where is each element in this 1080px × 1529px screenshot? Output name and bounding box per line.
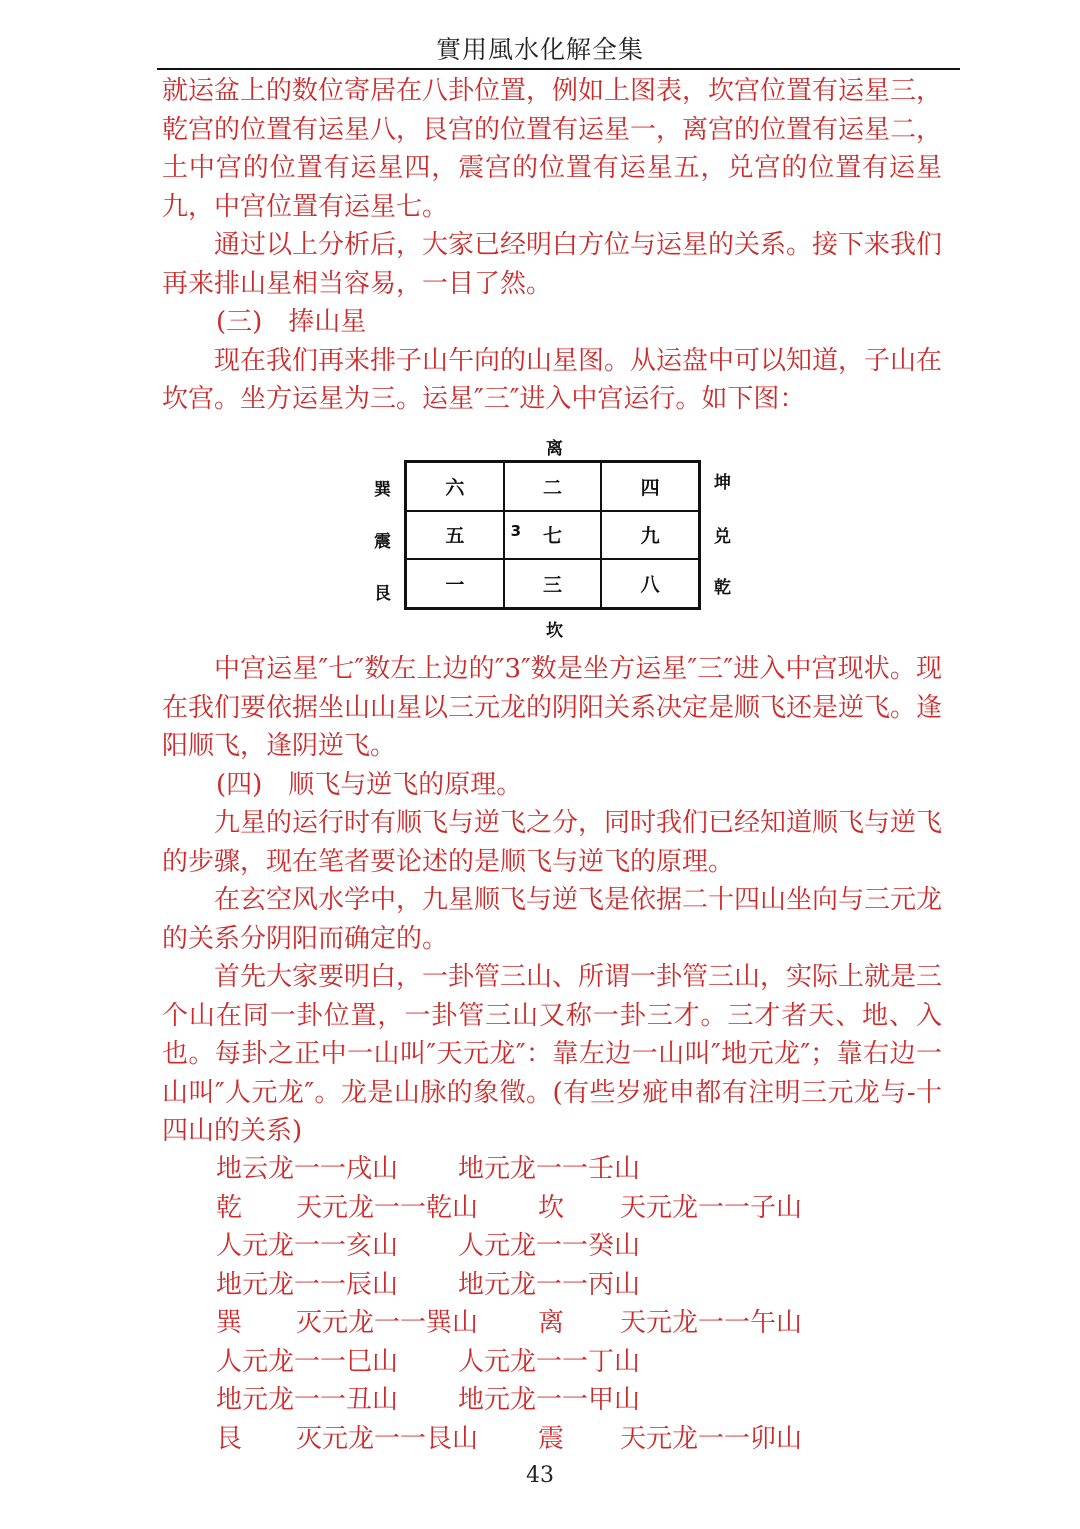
text-block-top xyxy=(162,72,942,419)
direction-label-right: 坤 xyxy=(714,473,731,493)
grid-cell xyxy=(601,462,699,511)
direction-label-left: 震 xyxy=(374,532,391,552)
cell-star: 九 xyxy=(640,525,660,548)
header-rule xyxy=(157,68,960,70)
dragon-entry: 地云龙一一戌山 xyxy=(216,1154,399,1184)
dragon-entry: 天元龙一一午山 xyxy=(620,1308,803,1338)
grid-cell xyxy=(504,462,602,511)
grid-cell-center xyxy=(504,511,602,560)
trigram-label: 乾 xyxy=(216,1192,243,1223)
paragraph: 中宫运星″七″数左上边的″3″数是坐方运星″三″进入中宫现状。现在我们要依据坐山山星以三元龙的阴阳关系决定是顺飞还是逆飞。逢阳顺飞，逢阴逆飞。 xyxy=(162,654,943,761)
center-mark: 3 xyxy=(510,521,522,540)
paragraph: 现在我们再来排子山午向的山星图。从运盘中可以知道，子山在坎宫。坐方运星为三。运星″三″进入中宫运行。如下图： xyxy=(162,345,943,414)
running-header: 實用風水化解全集 xyxy=(435,35,644,64)
dragon-entry: 人元龙一一亥山 xyxy=(216,1231,399,1261)
dragon-entry: 地元龙一一丙山 xyxy=(458,1269,641,1300)
trigram-label: 艮 xyxy=(216,1423,243,1454)
dragon-entry: 天元龙一一子山 xyxy=(620,1192,803,1223)
section-heading: (三) 捧山星 xyxy=(216,307,367,337)
text-block-bottom xyxy=(162,650,942,1151)
dragon-entry: 地元龙一一丑山 xyxy=(216,1385,399,1415)
dragon-entry: 地元龙一一辰山 xyxy=(216,1269,399,1300)
dragon-entry: 天元龙一一卯山 xyxy=(620,1423,803,1454)
dragon-entry: 灭元龙一一巽山 xyxy=(296,1308,479,1338)
dragon-entry: 人元龙一一巳山 xyxy=(216,1346,399,1377)
page-number: 43 xyxy=(526,1463,554,1488)
cell-star: 五 xyxy=(445,525,465,548)
paragraph: 就运盆上的数位寄居在八卦位置，例如上图表，坎宫位置有运星三，乾宫的位置有运星八，艮宫的位置有运星一，离宫的位置有运星二，土中宫的位置有运星四，震宫的位置有运星五，兑宫的位置有运星九，中宫位置有运星七。 xyxy=(162,76,943,222)
cell-star: 六 xyxy=(445,476,465,499)
cell-star: 一 xyxy=(445,574,465,597)
paragraph: 通过以上分析后，大家已经明白方位与运星的关系。接下来我们再来排山星相当容易，一目了然。 xyxy=(162,230,943,299)
trigram-label: 震 xyxy=(538,1423,565,1454)
dragon-entry: 地元龙一一甲山 xyxy=(458,1385,641,1415)
direction-label-right: 兑 xyxy=(714,527,731,547)
cell-star: 八 xyxy=(640,574,660,597)
direction-label-left: 艮 xyxy=(374,584,391,604)
paragraph: 九星的运行时有顺飞与逆飞之分，同时我们已经知道顺飞与逆飞的步骤，现在笔者要论述的是顺飞与逆飞的原理。 xyxy=(162,808,943,877)
cell-star: 七 xyxy=(542,525,562,548)
grid-cell xyxy=(601,511,699,560)
direction-label-right: 乾 xyxy=(714,578,731,598)
cell-star: 三 xyxy=(542,574,562,597)
cell-star: 二 xyxy=(542,476,562,499)
trigram-label: 离 xyxy=(538,1308,565,1338)
dragon-entry: 人元龙一一癸山 xyxy=(458,1231,641,1261)
paragraph: 在玄空风水学中，九星顺飞与逆飞是依据二十四山坐向与三元龙的关系分阴阳而确定的。 xyxy=(162,885,943,954)
grid-cell xyxy=(406,511,504,560)
dragon-entry: 人元龙一一丁山 xyxy=(458,1346,641,1377)
paragraph: 首先大家要明白，一卦管三山、所谓一卦管三山，实际上就是三个山在同一卦位置，一卦管三山又称一卦三才。三才者天、地、入也。每卦之正中一山叫″天元龙″：靠左边一山叫″地元龙″；靠右边一山叫″人元龙″。龙是山脉的象徵。(有些岁疵申都有注明三元龙与-十四山的关系) xyxy=(162,962,943,1146)
trigram-label: 坎 xyxy=(538,1192,565,1223)
section-heading: (四) 顺飞与逆飞的原理。 xyxy=(216,769,523,800)
trigram-label: 巽 xyxy=(216,1308,243,1338)
dragon-entry: 天元龙一一乾山 xyxy=(296,1192,479,1223)
grid-cell xyxy=(601,559,699,608)
nine-palace-grid xyxy=(404,460,701,610)
direction-label-bottom: 坎 xyxy=(546,621,563,641)
cell-star: 四 xyxy=(640,476,660,499)
dragon-entry: 灭元龙一一艮山 xyxy=(296,1423,479,1454)
dragon-entry: 地元龙一一壬山 xyxy=(458,1154,641,1184)
mountain-star-chart xyxy=(360,430,760,645)
direction-label-top: 离 xyxy=(546,439,563,459)
grid-cell xyxy=(406,559,504,608)
grid-cell xyxy=(406,462,504,511)
grid-cell xyxy=(504,559,602,608)
direction-label-left: 巽 xyxy=(374,480,391,500)
